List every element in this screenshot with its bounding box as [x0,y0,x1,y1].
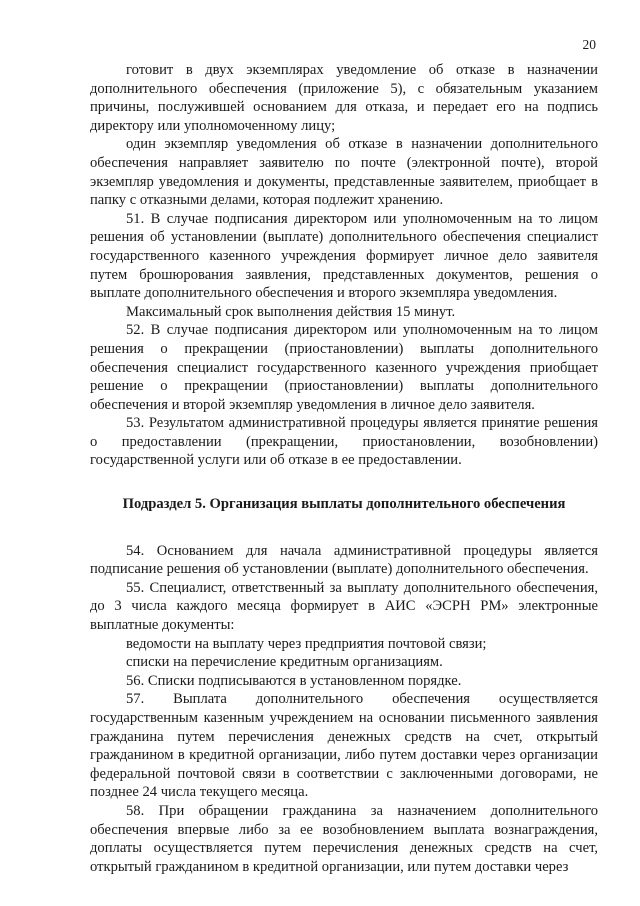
document-body [90,61,598,876]
paragraph-55: 55. Специалист, ответственный за выплату дополнительного обеспечения, до 3 числа каждого месяца формирует в АИС «ЭСРН РМ» электронные выплатные документы: [90,579,598,634]
paragraph-56: 56. Списки подписываются в установленном порядке. [126,672,462,689]
paragraph-58: 58. При обращении гражданина за назначением дополнительного обеспечения впервые либо за ее возобновлением выплата вознаграждения, доплаты осуществляется путем перечисления денежных средств на счет, открытый гражданином в кредитной организации, или путем доставки через [90,802,598,875]
section-title: Подраздел 5. Организация выплаты дополнительного обеспечения [122,496,566,513]
paragraph-57: 57. Выплата дополнительного обеспечения осуществляется государственным казенным учреждением на основании письменного заявления гражданина путем перечисления денежных средств на счет, открытый гражданином в кредитной организации, либо путем доставки через организации федеральной почтовой связи в соответствии с заключенными договорами, не позднее 24 числа текущего месяца. [90,691,598,801]
list-item-credit-lists: списки на перечисление кредитным организациям. [126,654,443,671]
paragraph-max-time: Максимальный срок выполнения действия 15 минут. [126,303,456,320]
list-item-postal-statements: ведомости на выплату через предприятия почтовой связи; [126,635,487,652]
paragraph-53: 53. Результатом административной процедуры является принятие решения о предоставлении (прекращении, приостановлении, возобновлении) государственной услуги или об отказе в ее предоставлении. [90,415,598,469]
paragraph-51: 51. В случае подписания директором или уполномоченным на то лицом решения об установлении (выплате) дополнительного обеспечения специалист государственного казенного учреждения формирует личное дело заявителя путем брошюрования заявления, представленных документов, решения о выплате дополнительного обеспечения и второго экземпляра уведомления. [90,210,598,302]
paragraph-notice-preparation: готовит в двух экземплярах уведомление об отказе в назначении дополнительного обеспечения (приложение 5), с обязательным указанием причины, послужившей основанием для отказа, и передает его на подпись директору или уполномоченному лицу; [90,62,598,134]
paragraph-54: 54. Основанием для начала административной процедуры является подписание решения об установлении (выплате) дополнительного обеспечения. [90,542,598,578]
paragraph-notice-copy: один экземпляр уведомления об отказе в назначении дополнительного обеспечения направляет заявителю по почте (электронной почте), второй экземпляр уведомления и документы, представленные заявителем, приобщает в папку с отказными делами, которая подлежит хранению. [90,136,598,209]
page-number: 20 [582,37,596,52]
paragraph-52: 52. В случае подписания директором или уполномоченным на то лицом решения о прекращении (приостановлении) выплаты дополнительного обеспечения специалист государственного казенного учреждения приобщает решение о прекращении (приостановлении) выплаты дополнительного обеспечения и второй экземпляр уведомления в личное дело заявителя. [90,322,598,413]
